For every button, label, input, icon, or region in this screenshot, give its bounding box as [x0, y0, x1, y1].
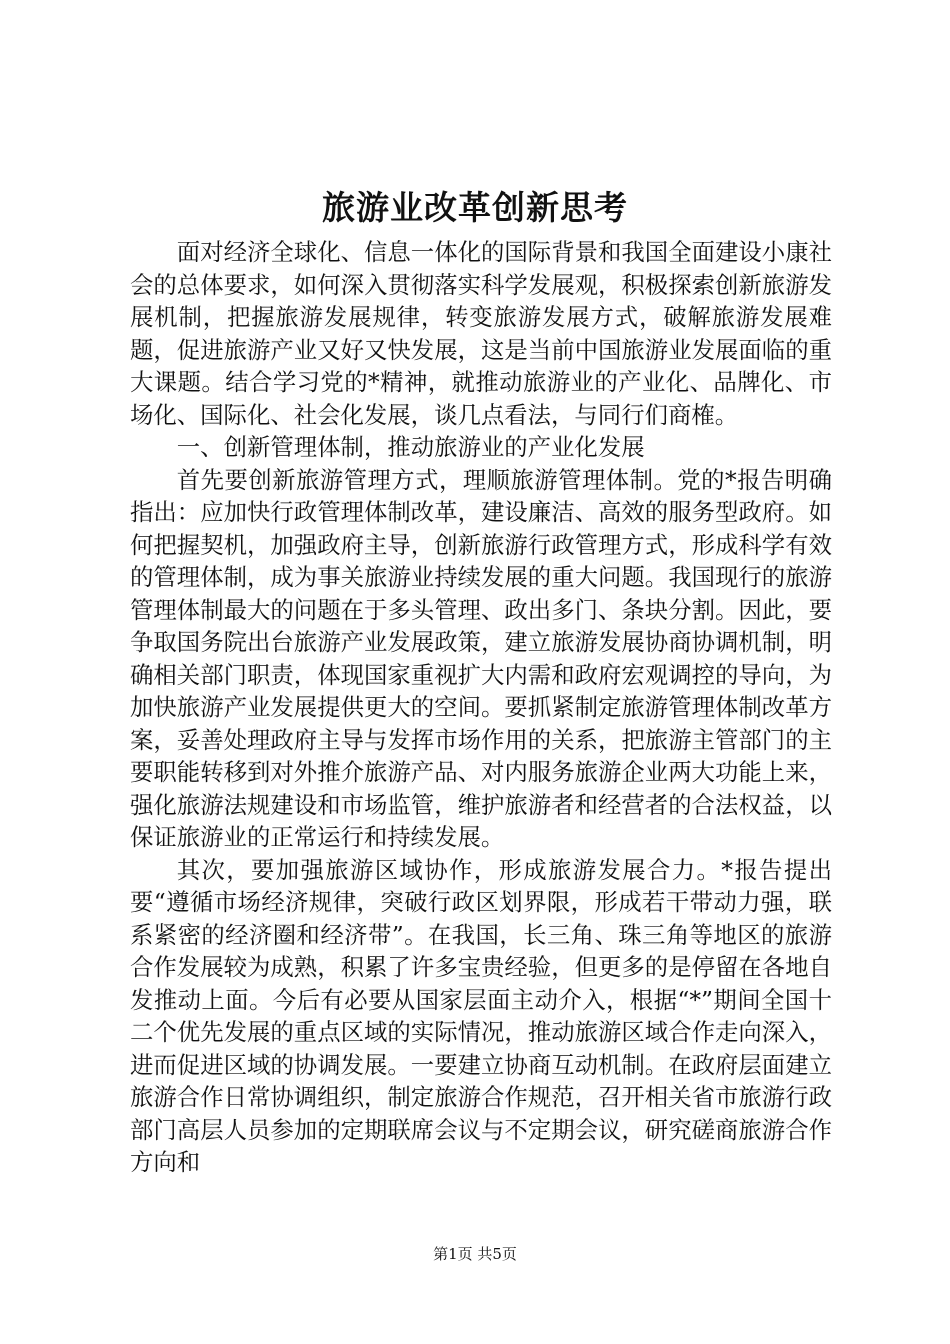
- document-body: [130, 236, 832, 1179]
- section-heading-1: 一、创新管理体制，推动旅游业的产业化发展: [176, 433, 645, 461]
- document-title: 旅游业改革创新思考: [322, 188, 628, 227]
- paragraph-intro: 面对经济全球化、信息一体化的国际背景和我国全面建设小康社会的总体要求，如何深入贯彻落实科学发展观，积极探索创新旅游发展机制，把握旅游发展规律，转变旅游发展方式，破解旅游发展难题，促进旅游产业又好又快发展，这是当前中国旅游业发展面临的重大课题。结合学习党的*精神，就推动旅游业的产业化、品牌化、市场化、国际化、社会化发展，谈几点看法，与同行们商榷。: [130, 238, 832, 429]
- paragraph-regional: 其次，要加强旅游区域协作，形成旅游发展合力。*报告提出要“遵循市场经济规律，突破行政区划界限，形成若干带动力强，联系紧密的经济圈和经济带”。在我国，长三角、珠三角等地区的旅游合作发展较为成熟，积累了许多宝贵经验，但更多的是停留在各地自发推动上面。今后有必要从国家层面主动介入，根据“*”期间全国十二个优先发展的重点区域的实际情况，推动旅游区域合作走向深入，进而促进区域的协调发展。一要建立协商互动机制。在政府层面建立旅游合作日常协调组织，制定旅游合作规范，召开相关省市旅游行政部门高层人员参加的定期联席会议与不定期会议，研究磋商旅游合作方向和: [130, 855, 832, 1176]
- paragraph-management: 首先要创新旅游管理方式，理顺旅游管理体制。党的*报告明确指出：应加快行政管理体制改革，建设廉洁、高效的服务型政府。如何把握契机，加强政府主导，创新旅游行政管理方式，形成科学有效的管理体制，成为事关旅游业持续发展的重大问题。我国现行的旅游管理体制最大的问题在于多头管理、政出多门、条块分割。因此，要争取国务院出台旅游产业发展政策，建立旅游发展协商协调机制，明确相关部门职责，体现国家重视扩大内需和政府宏观调控的导向，为加快旅游产业发展提供更大的空间。要抓紧制定旅游管理体制改革方案，妥善处理政府主导与发挥市场作用的关系，把旅游主管部门的主要职能转移到对外推介旅游产品、对内服务旅游企业两大功能上来，强化旅游法规建设和市场监管，维护旅游者和经营者的合法权益，以保证旅游业的正常运行和持续发展。: [130, 465, 832, 851]
- page-footer: 第1页 共5页: [433, 1245, 517, 1263]
